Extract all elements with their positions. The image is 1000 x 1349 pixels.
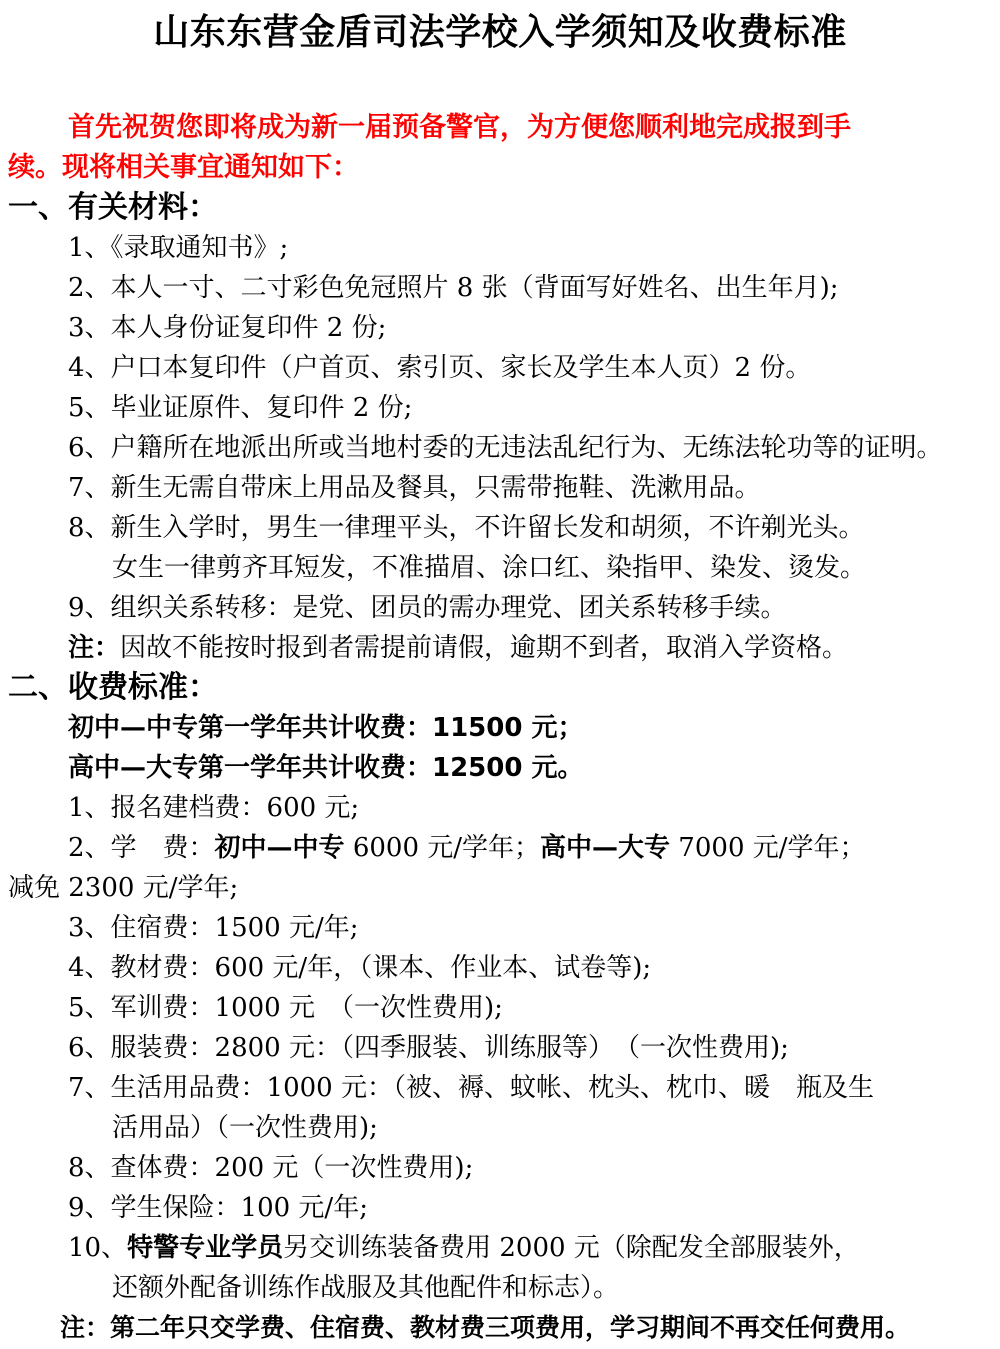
section1-heading: 一、有关材料： [8, 190, 218, 225]
fee-tuition [68, 828, 866, 868]
fee-military-training: 5、军训费：1000 元 （一次性费用); [68, 993, 503, 1023]
total-fee-senior: 高中—大专第一学年共计收费：12500 元。 [68, 753, 584, 783]
material-item-4: 4、户口本复印件（户首页、索引页、家长及学生本人页）2 份。 [68, 353, 812, 383]
fee-special-police [68, 1228, 860, 1268]
total-fee-junior: 初中—中专第一学年共计收费：11500 元； [68, 713, 584, 743]
fee-registration: 1、报名建档费：600 元; [68, 793, 360, 823]
fee-tuition-junior-label: 初中—中专 [214, 833, 345, 863]
fee-special-police-text: 另交训练装备费用 2000 元（除配发全部服装外， [283, 1233, 860, 1263]
fee-tuition-junior-amount: 6000 元/学年； [344, 833, 541, 863]
fee-tuition-prefix: 2、学 费： [68, 833, 215, 863]
material-item-8: 8、新生入学时，男生一律理平头，不许留长发和胡须，不许剃光头。 [68, 513, 865, 543]
material-item-7: 7、新生无需自带床上用品及餐具，只需带拖鞋、洗漱用品。 [68, 473, 761, 503]
fee-special-police-label: 特警专业学员 [127, 1233, 284, 1263]
material-item-5: 5、毕业证原件、复印件 2 份; [68, 393, 413, 423]
intro-line-2: 续。现将相关事宜通知如下： [8, 152, 359, 183]
fee-daily-supplies: 7、生活用品费：1000 元：（被、褥、蚊帐、枕头、枕巾、暖 瓶及生 [68, 1073, 874, 1103]
material-item-1: 1、《录取通知书》; [68, 233, 289, 263]
fee-uniform: 6、服装费：2800 元：（四季服装、训练服等） （一次性费用); [68, 1033, 789, 1063]
fee-special-police-prefix: 10、 [68, 1233, 128, 1263]
material-item-8-continued: 女生一律剪齐耳短发，不准描眉、涂口红、染指甲、染发、烫发。 [112, 553, 867, 583]
fee-accommodation: 3、住宿费：1500 元/年; [68, 913, 359, 943]
fee-tuition-senior-amount: 7000 元/学年； [670, 833, 866, 863]
final-note: 注：第二年只交学费、住宿费、教材费三项费用，学习期间不再交任何费用。 [60, 1313, 911, 1342]
material-item-6: 6、户籍所在地派出所或当地村委的无违法乱纪行为、无练法轮功等的证明。 [68, 433, 943, 463]
intro-line-1: 首先祝贺您即将成为新一届预备警官，为方便您顺利地完成报到手 [68, 112, 851, 143]
page-title: 山东东营金盾司法学校入学须知及收费标准 [153, 12, 847, 53]
material-item-3: 3、本人身份证复印件 2 份; [68, 313, 387, 343]
fee-special-police-continued: 还额外配备训练作战服及其他配件和标志）。 [112, 1273, 620, 1303]
fee-medical-exam: 8、查体费：200 元（一次性费用); [68, 1153, 474, 1183]
fee-textbook: 4、教材费：600 元/年，（课本、作业本、试卷等); [68, 953, 652, 983]
fee-daily-supplies-continued: 活用品）（一次性费用); [112, 1113, 378, 1143]
note-text: 因故不能按时报到者需提前请假，逾期不到者，取消入学资格。 [120, 633, 849, 663]
note-label: 注： [68, 633, 121, 663]
intro-paragraph [8, 108, 990, 188]
section1-note [68, 628, 848, 668]
section2-heading: 二、收费标准： [8, 670, 218, 705]
material-item-9: 9、组织关系转移：是党、团员的需办理党、团关系转移手续。 [68, 593, 787, 623]
fee-tuition-senior-label: 高中—大专 [540, 833, 671, 863]
fee-insurance: 9、学生保险：100 元/年; [68, 1193, 368, 1223]
fee-tuition-reduction: 减免 2300 元/学年; [8, 873, 239, 903]
material-item-2: 2、本人一寸、二寸彩色免冠照片 8 张（背面写好姓名、出生年月); [68, 273, 839, 303]
